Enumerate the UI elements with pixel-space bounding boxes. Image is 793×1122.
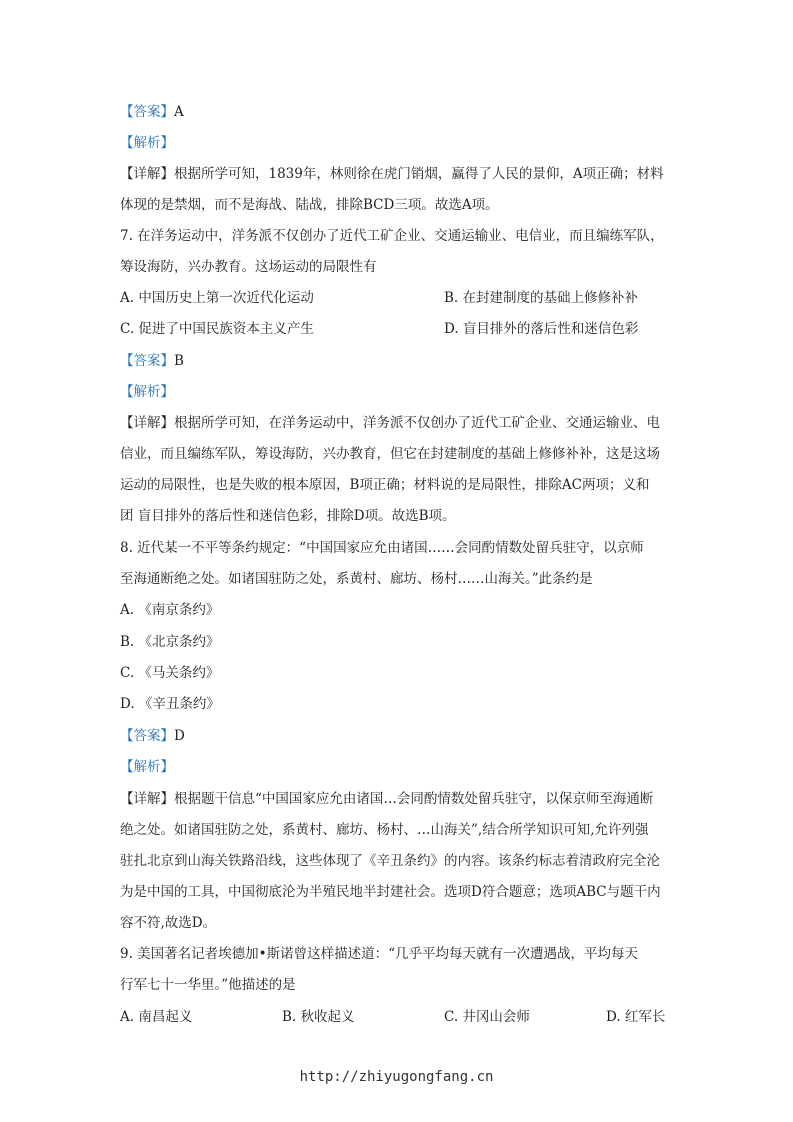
q8-detail-line-4: 为是中国的工具，中国彻底沦为半殖民地半封建社会。选项D符合题意；选项ABC与题干内 — [120, 884, 661, 900]
detail-text: 根据所学可知，1839年，林则徐在虎门销烟，赢得了人民的景仰，A项正确；材料 — [174, 166, 664, 182]
q8-answer — [120, 726, 185, 746]
q9-stem-line-1: 9. 美国著名记者埃德加•斯诺曾这样描述道：“几乎平均每天就有一次遭遇战，平均每天 — [120, 946, 639, 962]
q8-detail-line-5: 容不符,故选D。 — [120, 915, 217, 931]
q8-detail-line-1 — [120, 789, 653, 809]
q9-option-a: A. 南昌起义 — [120, 1009, 193, 1025]
answer-label: 【答案】 — [120, 728, 174, 744]
q7-detail-line-1 — [120, 413, 660, 433]
footer-url: http://zhiyugongfang.cn — [299, 1069, 494, 1085]
answer-value: A — [174, 104, 184, 120]
q8-option-b: B. 《北京条约》 — [120, 634, 220, 650]
q8-stem-line-2: 至海通断绝之处。如诸国驻防之处，系黄村、廊坊、杨村……山海关。”此条约是 — [120, 571, 593, 587]
answer-label: 【答案】 — [120, 353, 174, 369]
q7-detail-line-4: 团 盲目排外的落后性和迷信色彩，排除D项。故选B项。 — [120, 508, 456, 524]
q6-answer — [120, 102, 184, 122]
analysis-label: 【解析】 — [120, 759, 174, 775]
q9-stem-line-2: 行军七十一华里。”他描述的是 — [120, 977, 296, 993]
q7-analysis-label — [120, 382, 174, 402]
q8-detail-line-2: 绝之处。如诸国驻防之处，系黄村、廊坊、杨村、…山海关”,结合所学知识可知,允许列强 — [120, 822, 649, 838]
q7-detail-line-3: 运动的局限性，也是失败的根本原因，B项正确；材料说的是局限性，排除AC两项；义和 — [120, 477, 650, 493]
q6-detail-line-1 — [120, 164, 664, 184]
q7-option-a: A. 中国历史上第一次近代化运动 — [120, 290, 314, 306]
q7-stem-line-2: 筹设海防，兴办教育。这场运动的局限性有 — [120, 259, 377, 275]
q6-detail-line-2: 体现的是禁烟，而不是海战、陆战，排除BCD三项。故选A项。 — [120, 197, 499, 213]
q8-detail-line-3: 驻扎北京到山海关铁路沿线，这些体现了《辛丑条约》的内容。该条约标志着清政府完全沦 — [120, 853, 660, 869]
q7-option-b: B. 在封建制度的基础上修修补补 — [444, 290, 639, 306]
answer-value: D — [174, 728, 185, 744]
detail-label: 【详解】 — [120, 791, 174, 807]
q8-analysis-label — [120, 757, 174, 777]
detail-label: 【详解】 — [120, 415, 174, 431]
q7-answer — [120, 351, 184, 371]
answer-label: 【答案】 — [120, 104, 174, 120]
q8-option-a: A. 《南京条约》 — [120, 602, 220, 618]
q7-stem-line-1: 7. 在洋务运动中，洋务派不仅创办了近代工矿企业、交通运输业、电信业，而且编练军队， — [120, 228, 664, 244]
q9-option-d: D. 红军长 — [606, 1009, 666, 1025]
q9-option-c: C. 井冈山会师 — [444, 1009, 530, 1025]
detail-label: 【详解】 — [120, 166, 174, 182]
detail-text: 根据所学可知，在洋务运动中，洋务派不仅创办了近代工矿企业、交通运输业、电 — [174, 415, 660, 431]
analysis-label: 【解析】 — [120, 135, 174, 151]
q7-option-d: D. 盲目排外的落后性和迷信色彩 — [444, 321, 639, 337]
analysis-label: 【解析】 — [120, 384, 174, 400]
q9-option-b: B. 秋收起义 — [282, 1009, 355, 1025]
answer-value: B — [174, 353, 184, 369]
q8-option-d: D. 《辛丑条约》 — [120, 696, 220, 712]
q6-analysis-label — [120, 133, 174, 153]
detail-text: 根据题干信息“中国国家应允由诸国…会同酌情数处留兵驻守，以保京师至海通断 — [174, 791, 654, 807]
q8-stem-line-1: 8. 近代某一不平等条约规定：“中国国家应允由诸国……会同酌情数处留兵驻守，以京师 — [120, 540, 644, 556]
q7-detail-line-2: 信业，而且编练军队，筹设海防，兴办教育，但它在封建制度的基础上修修补补，这是这场 — [120, 446, 660, 462]
q7-option-c: C. 促进了中国民族资本主义产生 — [120, 321, 314, 337]
q8-option-c: C. 《马关条约》 — [120, 665, 220, 681]
